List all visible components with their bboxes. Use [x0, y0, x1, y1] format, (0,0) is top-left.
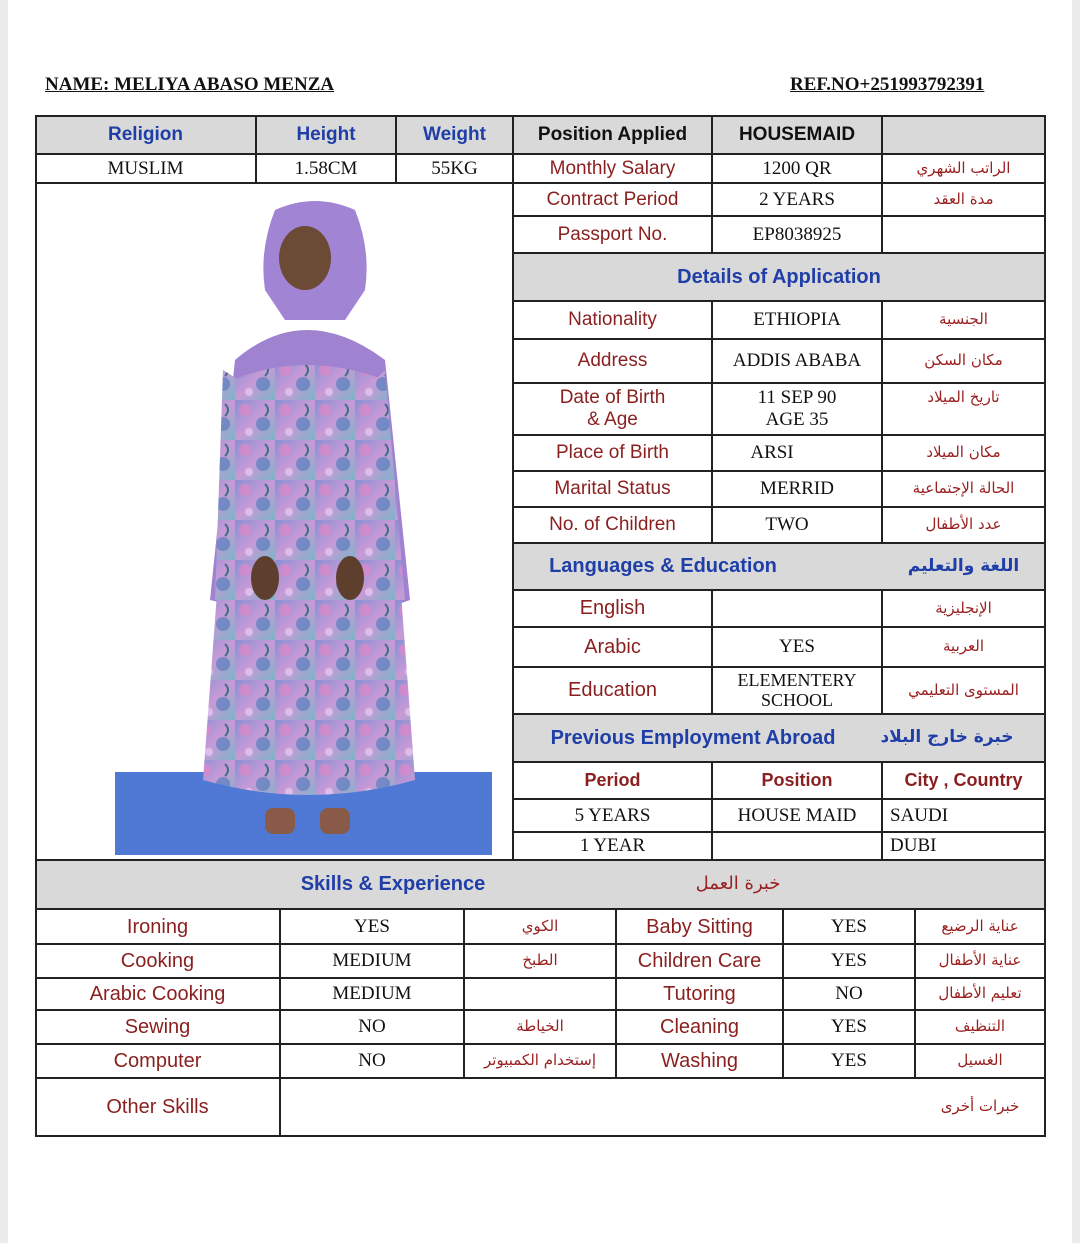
children-value: TWO [765, 514, 809, 536]
passport-label: Passport No. [557, 223, 668, 245]
grid-line [914, 908, 916, 1078]
grid-line [513, 666, 1045, 668]
grid-line [1044, 115, 1046, 1137]
skills-band [35, 860, 1045, 908]
skill-sewing-value: NO [358, 1016, 386, 1038]
employment-title-ar: خبرة خارج البلاد [880, 727, 1014, 748]
grid-line [513, 338, 1045, 340]
nationality-label: Nationality [568, 309, 657, 331]
employment-title: Previous Employment Abroad [550, 726, 836, 749]
birthplace-ar: مكان الميلاد [926, 443, 1001, 462]
employment-row-1-position: HOUSE MAID [737, 804, 857, 826]
skill-sewing-ar: الخياطة [516, 1017, 564, 1036]
weight-label: Weight [423, 124, 486, 146]
grid-line [513, 761, 1045, 763]
contract-period-value: 2 YEARS [759, 189, 835, 211]
grid-line [35, 908, 1045, 910]
languages-title: Languages & Education [549, 555, 777, 577]
education-label: Education [568, 679, 657, 701]
grid-line [513, 300, 1045, 302]
address-ar: مكان السكن [924, 351, 1003, 370]
reference-number: REF.NO+251993792391 [790, 74, 985, 95]
arabic-ar: العربية [943, 637, 984, 656]
grid-line [35, 1135, 1045, 1137]
grid-line [395, 115, 397, 184]
details-title: Details of Application [677, 265, 881, 288]
grid-line [782, 908, 784, 1078]
english-value [712, 590, 882, 627]
grid-line [513, 831, 1045, 833]
skill-cooking-ar: الطبخ [522, 951, 558, 970]
grid-line [513, 470, 1045, 472]
salary-value: 1200 QR [762, 158, 832, 180]
grid-line [513, 798, 1045, 800]
grid-line [35, 115, 1045, 117]
nationality-ar: الجنسية [939, 310, 988, 329]
employment-row-2-country: DUBI [890, 835, 937, 857]
address-value: ADDIS ABABA [732, 350, 862, 372]
skill-washing-value: YES [831, 1050, 867, 1072]
marital-value: MERRID [760, 478, 834, 500]
birthplace-label: Place of Birth [556, 442, 669, 464]
religion-value: MUSLIM [107, 158, 184, 180]
cv-sheet [8, 0, 1072, 1243]
employment-row-2-position [712, 832, 882, 860]
height-value: 1.58CM [294, 158, 358, 180]
grid-line [35, 1009, 1045, 1011]
height-label: Height [296, 124, 356, 146]
salary-ar: الراتب الشهري [916, 159, 1011, 178]
grid-line [513, 589, 1045, 591]
salary-label: Monthly Salary [549, 158, 676, 180]
grid-line [35, 153, 1045, 155]
marital-label: Marital Status [554, 478, 671, 500]
contract-period-ar: مدة العقد [933, 190, 994, 209]
grid-line [255, 115, 257, 184]
skill-arabiccooking-label: Arabic Cooking [89, 982, 226, 1005]
period-header: Period [584, 770, 641, 791]
employment-row-1-country: SAUDI [890, 804, 949, 826]
skill-childrencare-label: Children Care [637, 949, 762, 972]
skill-washing-ar: الغسيل [957, 1051, 1003, 1070]
nationality-value: ETHIOPIA [753, 309, 841, 331]
languages-title-ar: اللغة والتعليم [907, 555, 1020, 576]
skill-ironing-value: YES [354, 916, 390, 938]
position-applied-label: Position Applied [537, 124, 688, 146]
employment-row-2-period: 1 YEAR [579, 835, 646, 857]
grid-line [35, 943, 1045, 945]
skill-computer-label: Computer [113, 1049, 202, 1072]
grid-line [711, 761, 713, 860]
position-applied-value: HOUSEMAID [738, 124, 856, 146]
arabic-label: Arabic [584, 635, 641, 658]
skill-cooking-label: Cooking [120, 949, 195, 972]
employment-row-1-period: 5 YEARS [574, 804, 651, 826]
candidate-photo [115, 200, 492, 855]
skill-ironing-label: Ironing [126, 915, 189, 938]
position-header: Position [761, 770, 833, 791]
grid-line [711, 115, 713, 254]
skill-computer-ar: إستخدام الكمبيوتر [484, 1051, 596, 1070]
grid-line [513, 506, 1045, 508]
grid-line [35, 1043, 1045, 1045]
grid-line [513, 434, 1045, 436]
dob-value: 11 SEP 90 AGE 35 [757, 387, 837, 430]
dob-ar: تاريخ الميلاد [927, 388, 1000, 407]
grid-line [513, 542, 1045, 544]
skill-childrencare-ar: عناية الأطفال [938, 951, 1022, 970]
birthplace-value: ARSI [750, 442, 794, 464]
photo-illustration [115, 200, 492, 855]
skills-title: Skills & Experience [300, 872, 486, 895]
grid-line [513, 382, 1045, 384]
grid-line [881, 761, 883, 860]
children-label: No. of Children [549, 514, 676, 536]
candidate-name: NAME: MELIYA ABASO MENZA [45, 74, 335, 95]
skill-cleaning-value: YES [831, 1016, 867, 1038]
grid-line [463, 908, 465, 1078]
education-ar: المستوى التعليمي [908, 680, 1019, 699]
other-skills-ar: خبرات أخرى [940, 1097, 1020, 1116]
skill-ironing-ar: الكوي [521, 917, 559, 936]
grid-line [35, 859, 1045, 861]
grid-line [279, 908, 281, 1137]
grid-line [35, 115, 37, 1137]
grid-line [881, 115, 883, 254]
english-ar: الإنجليزية [935, 598, 992, 617]
grid-line [711, 300, 713, 543]
skill-sewing-label: Sewing [124, 1015, 191, 1038]
grid-line [711, 589, 713, 714]
grid-line [881, 589, 883, 714]
address-label: Address [577, 350, 648, 372]
grid-line [35, 182, 1045, 184]
contract-period-label: Contract Period [546, 189, 679, 211]
skill-tutoring-value: NO [835, 983, 863, 1005]
skill-cleaning-ar: التنظيف [954, 1017, 1006, 1036]
skill-computer-value: NO [358, 1050, 386, 1072]
skill-tutoring-label: Tutoring [663, 982, 736, 1005]
marital-ar: الحالة الإجتماعية [912, 479, 1015, 498]
weight-value: 55KG [431, 158, 478, 180]
grid-line [513, 713, 1045, 715]
grid-line [513, 626, 1045, 628]
grid-line [513, 215, 1045, 217]
skill-cleaning-label: Cleaning [660, 1015, 739, 1038]
skill-cooking-value: MEDIUM [332, 950, 412, 972]
other-skills-label: Other Skills [106, 1095, 209, 1118]
skill-childrencare-value: YES [831, 950, 867, 972]
passport-value: EP8038925 [752, 223, 842, 245]
skill-arabiccooking-ar [464, 978, 616, 1010]
city-country-header: City , Country [904, 770, 1023, 791]
religion-label: Religion [108, 124, 183, 146]
skill-babysitting-value: YES [831, 916, 867, 938]
grid-line [513, 252, 1045, 254]
skill-tutoring-ar: تعليم الأطفال [938, 984, 1022, 1003]
skill-babysitting-label: Baby Sitting [646, 915, 753, 938]
grid-line [881, 300, 883, 543]
english-label: English [579, 597, 646, 619]
arabic-value: YES [779, 636, 815, 658]
dob-label: Date of Birth & Age [559, 387, 666, 430]
grid-line [615, 908, 617, 1078]
education-value: ELEMENTERY SCHOOL [737, 669, 857, 710]
grid-line [35, 1077, 1045, 1079]
grid-line [512, 115, 514, 861]
skill-washing-label: Washing [660, 1049, 739, 1072]
skills-title-ar: خبرة العمل [695, 872, 781, 894]
grid-line [35, 977, 1045, 979]
skill-babysitting-ar: عناية الرضيع [941, 917, 1019, 936]
children-ar: عدد الأطفال [925, 515, 1002, 534]
skill-arabiccooking-value: MEDIUM [332, 983, 412, 1005]
